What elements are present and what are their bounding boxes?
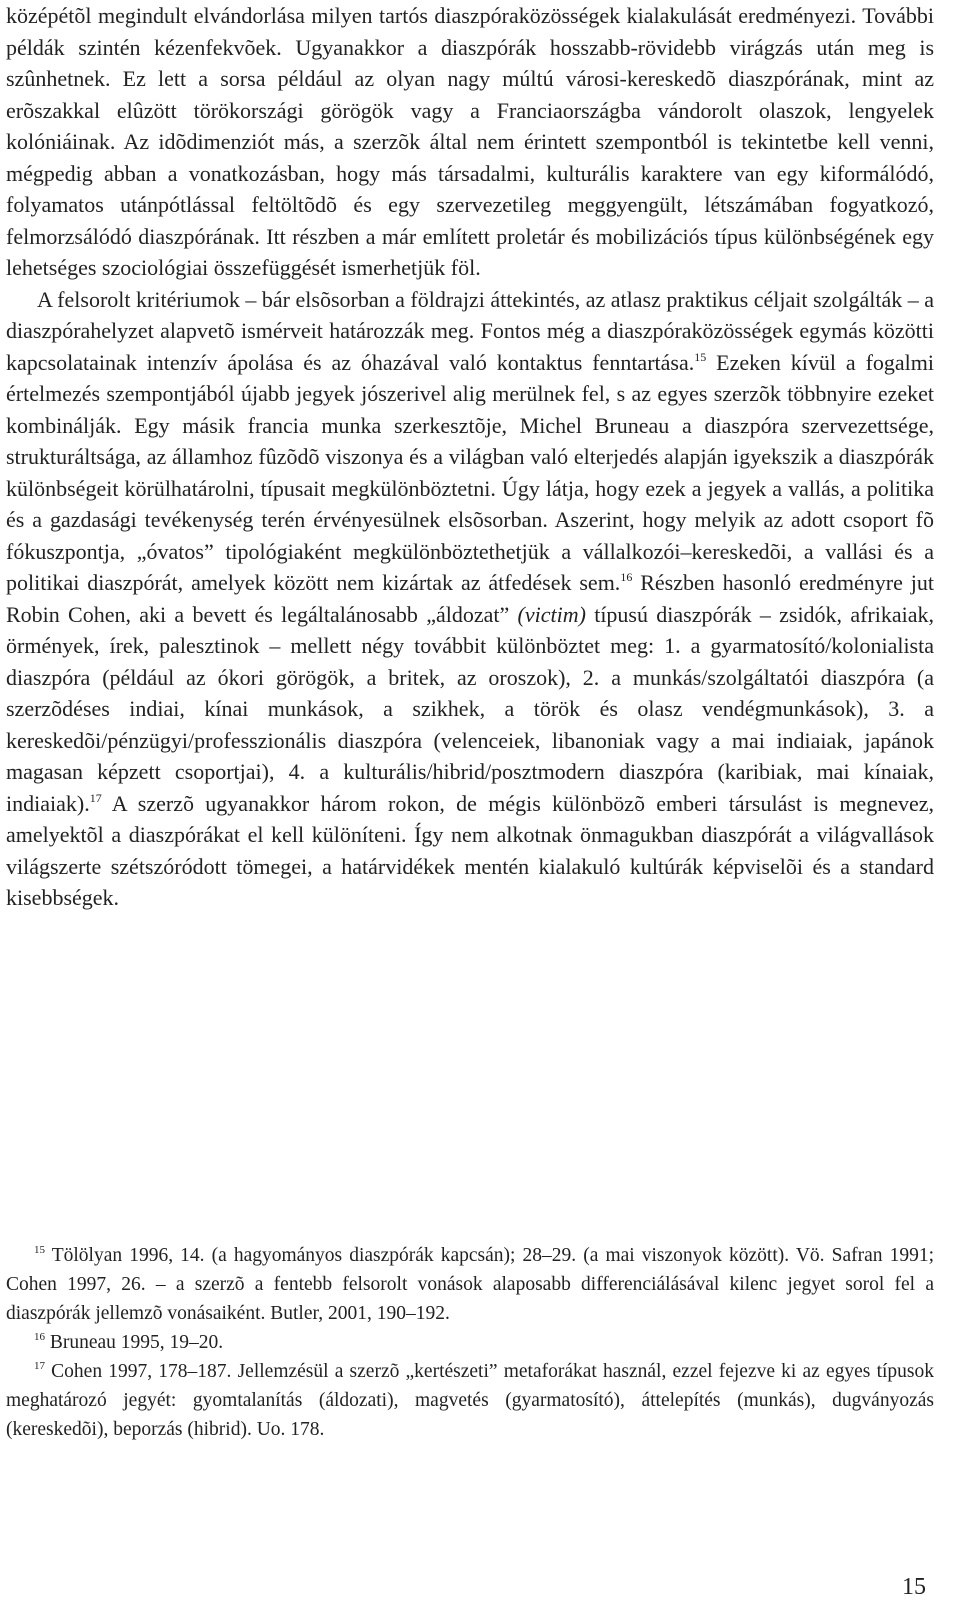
paragraph-1-text: középétõl megindult elvándorlása milyen tartós diaszpóraközösségek kialakulását eredményezi. További példák szintén kézenfekvõek. Ugyanakkor a diaszpórák hosszabb-rövidebb virágzás után meg is szûnhetnek. Ez lett a sorsa például az olyan nagy múltú városi-kereskedõ diaszpórának, mint az erõszakkal elûzött törökországi görögök vagy a Franciaországba vándorolt olaszok, lengyelek kolóniáinak. Az idõdimenziót más, a szerzõk által nem érintett szempontból is tekintetbe kell venni, mégpedig abban a vonatkozásban, hogy más társadalmi, kulturális karaktere van egy kiformálódó, folyamatos utánpótlással feltöltõdõ és egy szervezetileg meggyengült, létszámában fogyatkozó, felmorzsálódó diaszpórának. Itt részben a már említett proletár és mobilizációs típus különbségének egy lehetséges szociológiai összefüggését ismerhetjük föl. xyxy=(6,3,934,280)
footnote-ref-15[interactable]: 15 xyxy=(694,349,707,364)
paragraph-2 xyxy=(6,284,934,914)
footnotes xyxy=(6,1241,934,1444)
paragraph-2-text-d: típusú diaszpórák – zsidók, afrikaiak, örmények, írek, palesztinok – mellett négy továbbit különböztet meg: 1. a gyarmatosító/kolonialista diaszpóra (például az ókori görögök, a britek, az oroszok), 2. a munkás/szolgáltatói diaszpóra (a szerzõdéses indiai, kínai munkások, a szikhek, a török és olasz vendégmunkások), 3. a kereskedõi/pénzügyi/professzionális diaszpóra (velenceiek, libanoniak vagy a mai indiaiak, japánok magasan képzett csoportjai), 4. a kulturális/hibrid/posztmodern diaszpóra (karibiak, mai kínaiak, indiaiak). xyxy=(6,601,934,816)
footnote-text: Cohen 1997, 178–187. Jellemzésül a szerzõ „kertészeti” metaforákat használ, ezzel fejezve ki az egyes típusok meghatározó jegyét: gyomtalanítás (áldozati), magvetés (gyarmatosító), áttelepítés (munkás), dugványozás (kereskedõi), beporzás (hibrid). Uo. 178. xyxy=(6,1361,934,1440)
footnote-17 xyxy=(6,1357,934,1444)
paragraph-2-text-e: A szerzõ ugyanakkor három rokon, de mégis különbözõ emberi társulást is megnevez, amelyektõl a diaszpórákat el kell különíteni. Így nem alkotnak önmagukban diaszpórát a világvallások világszerte szétszóródott tömegei, a határvidékek mentén kialakuló kultúrák képviselõi és a standard kisebbségek. xyxy=(6,790,934,910)
footnote-number: 15 xyxy=(34,1244,45,1256)
footnote-ref-17[interactable]: 17 xyxy=(89,790,102,805)
main-text xyxy=(6,0,934,914)
paragraph-2-text-b: Ezeken kívül a fogalmi értelmezés szempontjából újabb jegyek jószerivel alig merülnek fel, s az egyes szerzõk többnyire ezeket kombinálják. Egy másik francia munka szerkesztõje, Michel Bruneau a diaszpóra szervezettsége, strukturáltsága, az államhoz fûzõdõ viszonya és a világban való elterjedés alapján igyekszik a diaszpórák különbségeit körülhatárolni, típusait megkülönböztetni. Úgy látja, hogy ezek a jegyek a vallás, a politika és a gazdasági tevékenység terén érvényesülnek elsõsorban. Aszerint, hogy melyik az adott csoport fõ fókuszpontja, „óvatos” tipológiaként megkülönböztethetjük a vállalkozói–kereskedõi, a vallási és a politikai diaszpórát, amelyek között nem kizártak az átfedések sem. xyxy=(6,349,934,595)
paragraph-2-text-a: A felsorolt kritériumok – bár elsõsorban a földrajzi áttekintés, az atlasz praktikus céljait szolgálták – a diaszpórahelyzet alapvetõ ismérveit határozzák meg. Fontos még a diaszpóraközösségek egymás közötti kapcsolatainak intenzív ápolása és az óhazával való kontaktus fenntartása. xyxy=(6,286,934,375)
paragraph-2-text-c: Részben hasonló eredményre jut Robin Cohen, aki a bevett és legáltalánosabb „áldozat” xyxy=(6,570,934,627)
footnote-16 xyxy=(6,1328,934,1357)
footnote-15 xyxy=(6,1241,934,1328)
footnote-number: 17 xyxy=(34,1360,45,1372)
footnote-text: Bruneau 1995, 19–20. xyxy=(45,1332,224,1353)
page-number: 15 xyxy=(902,1574,926,1600)
footnote-text: Tölölyan 1996, 14. (a hagyományos diaszpórák kapcsán); 28–29. (a mai viszonyok között). Vö. Safran 1991; Cohen 1997, 26. – a szerzõ a fentebb felsorolt vonások alaposabb differenciálásával kilenc jegyet sorol fel a diaszpórák jellemzõ vonásaiként. Butler, 2001, 190–192. xyxy=(6,1245,934,1324)
victim-term: (victim) xyxy=(517,601,586,627)
paragraph-1 xyxy=(6,0,934,284)
footnote-number: 16 xyxy=(34,1331,45,1343)
footnote-ref-16[interactable]: 16 xyxy=(620,570,633,584)
